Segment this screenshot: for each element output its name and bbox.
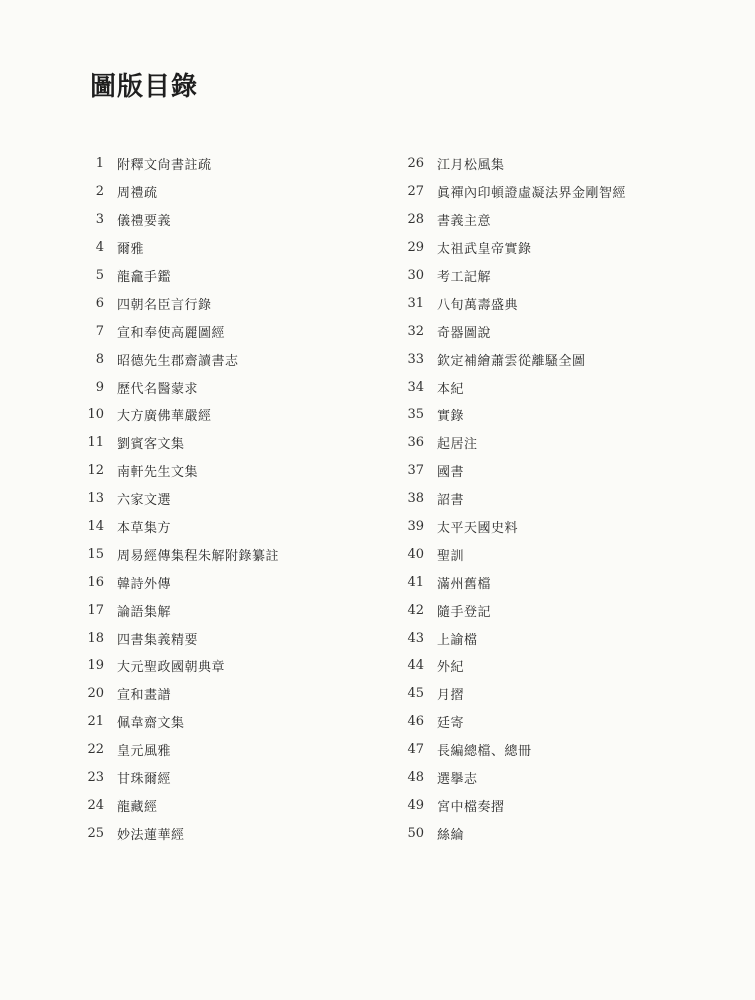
plate-title: 宣和奉使高麗圖經 xyxy=(117,325,226,341)
plate-number: 15 xyxy=(87,546,104,562)
plate-number: 39 xyxy=(407,519,424,535)
plate-title: 儀禮要義 xyxy=(117,214,172,230)
plate-entry xyxy=(72,317,279,345)
plate-title: 劉賓客文集 xyxy=(117,437,185,453)
plate-entry xyxy=(72,345,279,373)
plate-number: 10 xyxy=(87,407,104,423)
plate-entry xyxy=(392,540,626,568)
plate-number: 7 xyxy=(95,323,104,339)
plate-title: 宣和畫譜 xyxy=(117,688,172,704)
plate-number: 29 xyxy=(407,240,424,256)
plate-number: 47 xyxy=(407,742,424,758)
plate-number: 38 xyxy=(407,491,424,507)
plate-number: 8 xyxy=(95,351,104,367)
plate-title: 大元聖政國朝典章 xyxy=(117,660,226,676)
plate-title: 附釋文尙書註疏 xyxy=(117,158,212,174)
plate-entry xyxy=(392,624,626,652)
plate-title: 皇元風雅 xyxy=(117,744,172,760)
plate-entry xyxy=(72,680,279,708)
plate-title: 本紀 xyxy=(437,381,465,397)
plate-list-left-column xyxy=(72,150,279,847)
plate-entry xyxy=(72,373,279,401)
plate-entry xyxy=(392,736,626,764)
plate-entry xyxy=(72,401,279,429)
plate-title: 廷寄 xyxy=(437,716,465,732)
plate-title: 四朝名臣言行錄 xyxy=(117,297,212,313)
plate-entry xyxy=(392,485,626,513)
plate-title: 外紀 xyxy=(437,660,465,676)
plate-title: 起居注 xyxy=(437,437,478,453)
plate-number: 13 xyxy=(87,491,104,507)
plate-title: 六家文選 xyxy=(117,493,172,509)
plate-number: 43 xyxy=(407,630,424,646)
plate-number: 12 xyxy=(87,463,104,479)
plate-title: 宮中檔奏摺 xyxy=(437,799,505,815)
plate-title: 本草集方 xyxy=(117,521,172,537)
plate-entry xyxy=(392,345,626,373)
plate-entry xyxy=(72,596,279,624)
plate-title: 選擧志 xyxy=(437,772,478,788)
plate-entry xyxy=(72,624,279,652)
plate-title: 長編總檔、總冊 xyxy=(437,744,532,760)
plate-number: 45 xyxy=(407,686,424,702)
plate-title: 妙法蓮華經 xyxy=(117,827,185,843)
plate-entry xyxy=(392,401,626,429)
plate-number: 17 xyxy=(87,602,104,618)
plate-entry xyxy=(392,680,626,708)
plate-entry xyxy=(72,736,279,764)
plate-entry xyxy=(72,540,279,568)
plate-entry xyxy=(392,206,626,234)
plate-number: 34 xyxy=(407,379,424,395)
plate-title: 詔書 xyxy=(437,493,465,509)
plate-number: 20 xyxy=(87,686,104,702)
plate-title: 考工記解 xyxy=(437,270,492,285)
plate-title: 太祖武皇帝實錄 xyxy=(437,242,532,258)
plate-entry xyxy=(392,289,626,317)
plate-number: 24 xyxy=(87,797,104,813)
plate-number: 40 xyxy=(407,546,424,562)
plate-number: 28 xyxy=(407,212,424,228)
plate-title: 欽定補繪蕭雲從離騷全圖 xyxy=(437,353,586,369)
plate-entry xyxy=(72,791,279,819)
plate-entry xyxy=(72,178,279,206)
plate-entry xyxy=(392,317,626,345)
plate-entry xyxy=(392,764,626,792)
plate-entry xyxy=(392,178,626,206)
plate-title: 絲綸 xyxy=(437,827,465,843)
plate-entry xyxy=(392,568,626,596)
plate-entry xyxy=(72,262,279,290)
plate-number: 44 xyxy=(407,658,424,674)
plate-entry xyxy=(72,568,279,596)
plate-entry xyxy=(392,429,626,457)
plate-number: 14 xyxy=(87,519,104,535)
plate-number: 37 xyxy=(407,463,424,479)
plate-entry xyxy=(392,150,626,178)
plate-entry xyxy=(72,234,279,262)
plate-title: 太平天國史料 xyxy=(437,521,519,537)
page-title: 圖版目錄 xyxy=(90,72,199,102)
plate-number: 36 xyxy=(407,435,424,451)
plate-entry xyxy=(392,791,626,819)
plate-title: 月摺 xyxy=(437,688,465,704)
plate-title: 大方廣佛華嚴經 xyxy=(117,409,212,425)
plate-entry xyxy=(72,819,279,847)
plate-entry xyxy=(72,457,279,485)
plate-title: 龍藏經 xyxy=(117,799,158,815)
plate-number: 16 xyxy=(87,574,104,590)
plate-number: 18 xyxy=(87,630,104,646)
plate-number: 32 xyxy=(407,323,424,339)
plate-title: 四書集義精要 xyxy=(117,632,199,648)
plate-number: 46 xyxy=(407,714,424,730)
plate-title: 江月松風集 xyxy=(437,158,505,174)
plate-title: 昭德先生郡齋讀書志 xyxy=(117,353,239,369)
plate-number: 6 xyxy=(95,295,104,311)
plate-number: 23 xyxy=(87,770,104,786)
plate-number: 35 xyxy=(407,407,424,423)
plate-entry xyxy=(72,764,279,792)
plate-number: 42 xyxy=(407,602,424,618)
plate-title: 韓詩外傳 xyxy=(117,576,172,592)
plate-entry xyxy=(72,485,279,513)
plate-title: 上諭檔 xyxy=(437,632,478,648)
plate-number: 33 xyxy=(407,351,424,367)
plate-number: 4 xyxy=(95,240,104,256)
plate-title: 隨手登記 xyxy=(437,604,492,620)
plate-number: 5 xyxy=(95,268,104,283)
plate-entry xyxy=(392,708,626,736)
plate-number: 41 xyxy=(407,574,424,590)
plate-entry xyxy=(392,457,626,485)
plate-title: 實錄 xyxy=(437,409,465,425)
plate-entry xyxy=(392,234,626,262)
plate-number: 2 xyxy=(95,184,104,200)
plate-number: 11 xyxy=(87,435,104,451)
plate-number: 49 xyxy=(407,797,424,813)
plate-title: 眞禪內印頓證虛凝法界金剛智經 xyxy=(437,186,627,202)
plate-number: 26 xyxy=(407,156,424,172)
plate-title: 歷代名醫蒙求 xyxy=(117,381,199,397)
plate-entry xyxy=(392,513,626,541)
plate-title: 聖訓 xyxy=(437,548,465,564)
plate-title: 八旬萬壽盛典 xyxy=(437,297,519,313)
plate-title: 國書 xyxy=(437,465,465,481)
plate-entry xyxy=(72,206,279,234)
plate-entry xyxy=(72,289,279,317)
plate-number: 3 xyxy=(95,212,104,228)
plate-title: 周禮疏 xyxy=(117,186,158,202)
plate-title: 甘珠爾經 xyxy=(117,772,172,788)
plate-title: 南軒先生文集 xyxy=(117,465,199,481)
plate-number: 19 xyxy=(87,658,104,674)
plate-number: 22 xyxy=(87,742,104,758)
plate-number: 1 xyxy=(95,156,104,172)
plate-number: 48 xyxy=(407,770,424,786)
plate-entry xyxy=(392,652,626,680)
plate-number: 31 xyxy=(407,295,424,311)
plate-entry xyxy=(72,652,279,680)
plate-entry xyxy=(392,819,626,847)
plate-title: 滿州舊檔 xyxy=(437,576,492,592)
plate-entry xyxy=(72,513,279,541)
plate-entry xyxy=(72,150,279,178)
plate-entry xyxy=(72,708,279,736)
plate-title: 論語集解 xyxy=(117,604,172,620)
plate-title: 書義主意 xyxy=(437,214,492,230)
plate-number: 21 xyxy=(87,714,104,730)
plate-number: 27 xyxy=(407,184,424,200)
plate-title: 龍龕手鑑 xyxy=(117,270,172,285)
plate-entry xyxy=(392,596,626,624)
plate-entry xyxy=(72,429,279,457)
plate-title: 周易經傳集程朱解附錄纂註 xyxy=(117,548,280,564)
plate-entry xyxy=(392,373,626,401)
plate-entry xyxy=(392,262,626,290)
plate-title: 爾雅 xyxy=(117,242,145,258)
plate-number: 9 xyxy=(95,379,104,395)
plate-number: 30 xyxy=(407,268,424,283)
plate-title: 奇器圖說 xyxy=(437,325,492,341)
plate-number: 25 xyxy=(87,825,104,841)
plate-number: 50 xyxy=(407,825,424,841)
plate-title: 佩韋齋文集 xyxy=(117,716,185,732)
plate-list-right-column xyxy=(392,150,626,847)
